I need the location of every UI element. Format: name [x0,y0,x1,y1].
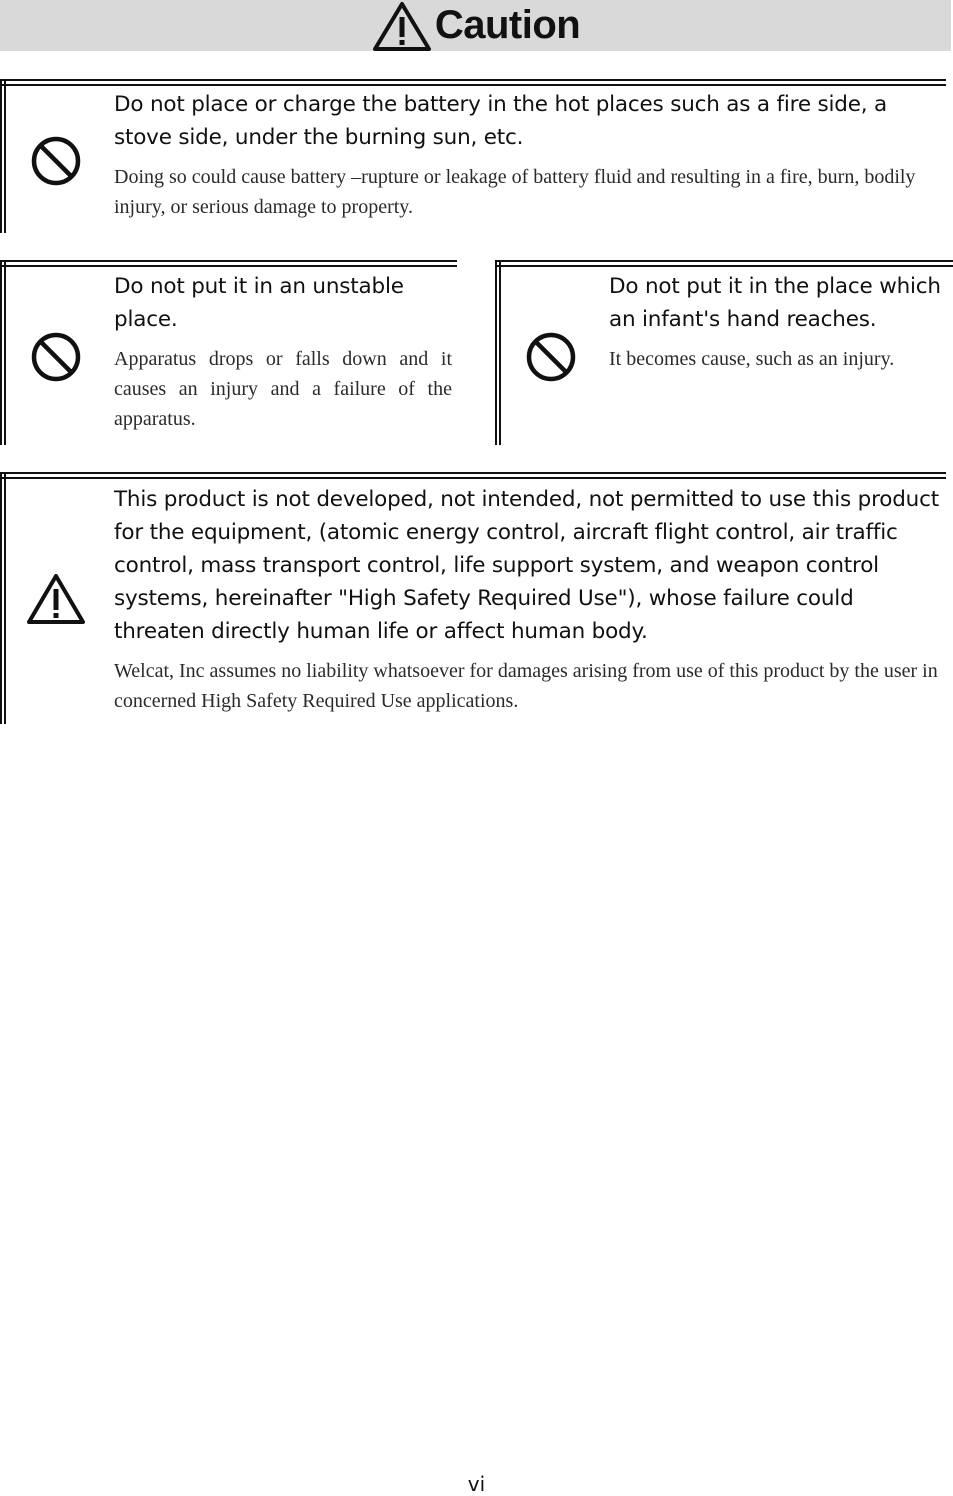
caution-heading: Do not put it in an unstable place. [114,274,404,332]
caution-heading: Do not put it in the place which an infant's hand reaches. [609,274,941,332]
caution-box-infant-reach [495,260,953,445]
caution-body: Welcat, Inc assumes no liability whatsoever for damages arising from use of this product by the user in concerned High Safety Required Use applications. [114,660,938,712]
prohibited-icon [31,332,81,382]
caution-body: It becomes cause, such as an injury. [609,348,895,370]
caution-heading: Do not place or charge the battery in the hot places such as a fire side, a stove side, under the burning sun, etc. [114,92,887,150]
warning-triangle-icon [25,572,87,626]
caution-body: Doing so could cause battery –rupture or leakage of battery fluid and resulting in a fire, burn, bodily injury, or serious damage to property. [114,166,916,218]
prohibited-icon [526,332,576,382]
caution-box-battery-heat [0,79,946,233]
caution-body: Apparatus drops or falls down and it causes an injury and a failure of the apparatus. [114,348,452,430]
page-number: vi [467,1472,486,1496]
caution-box-high-safety-use [0,472,946,724]
caution-banner [0,0,951,51]
caution-box-unstable-place [0,260,457,445]
prohibited-icon [31,136,81,186]
warning-triangle-icon [371,0,433,52]
banner-title: Caution [434,3,581,47]
caution-heading: This product is not developed, not intended, not permitted to use this product for the equipment, (atomic energy control, aircraft flight control, air traffic control, mass transport control, life support system, and weapon control systems, hereinafter "High Safety Required Use"), whose failure could threaten directly human life or affect human body. [114,487,939,644]
